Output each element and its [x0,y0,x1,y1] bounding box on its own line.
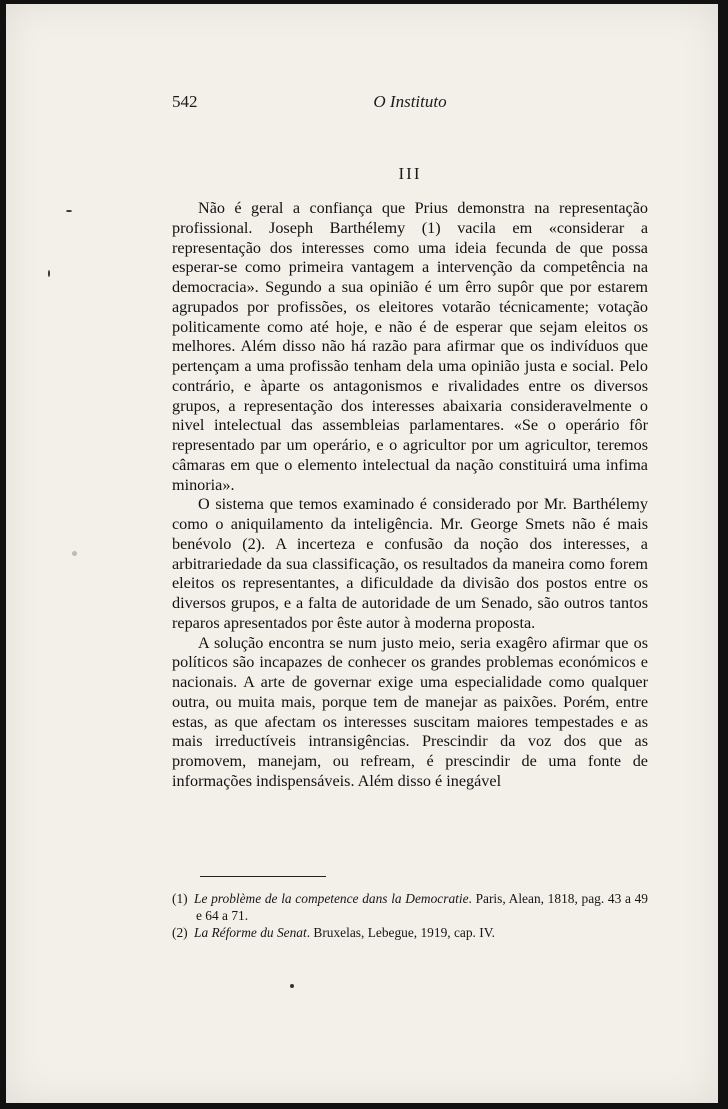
footnotes [172,890,648,941]
print-speck [290,984,294,988]
footnote-2-title: La Réforme du Senat [194,925,307,940]
running-title: O Instituto [373,92,447,111]
body-text [172,199,648,792]
print-speck [66,210,72,212]
page-number: 542 [172,92,198,111]
paragraph-3: A solução encontra se num justo meio, seria exagêro afirmar que os políticos são incapazes de conhecer os grandes problemas económicos e nacionais. A arte de governar exige uma especialidade como qualquer outra, ou muita mais, porque tem de manejar as paixões. Porém, entre estas, as que afectam os interesses suscitam maiores tempestades e as mais irreductíveis intransigências. Prescindir da voz dos que as promovem, manejam, ou refream, é prescindir de uma fonte de informações indispensáveis. Além disso é inegável [172,633,648,790]
footnote-2 [172,924,648,941]
print-speck [72,551,77,556]
footnote-rule [200,876,326,877]
footnote-2-number: (2) [172,925,188,940]
footnote-1-rest: . Paris, Alean, 1818, pag. 43 a 49 e 64 a 71. [196,891,649,923]
paragraph-1: Não é geral a confiança que Prius demonstra na representação profissional. Joseph Barthélemy (1) vacila em «considerar a representação dos interesses como uma ideia fecunda de que possa esperar-se como primeira vantagem a intervenção da competência na democracia». Segundo a sua opinião é um êrro supôr que por estarem agrupados por profissões, os eleitores votarão técnicamente; votação politicamente como até hoje, e não é de esperar que sejam eleitos os melhores. Além disso não há razão para afirmar que os indivíduos que pertençam a uma profissão tenham dela uma opinião justa e social. Pelo contrário, e àparte os antagonismos e rivalidades entre os diversos grupos, a representação dos interesses abaixaria consideravelmente o nivel intelectual das assembleias parlamentares. «Se o operário fôr representado par um operário, e o agricultor por um agricultor, teremos câmaras em que o elemento intelectual da nação constituirá uma infima minoria». [172,199,648,494]
book-page [6,4,718,1103]
footnote-2-rest: . Bruxelas, Lebegue, 1919, cap. IV. [306,925,495,940]
section-heading: III [398,164,422,183]
footnote-1 [172,890,648,924]
footnote-1-number: (1) [172,891,188,906]
page-header [172,92,648,116]
footnote-1-title: Le problème de la competence dans la Democratie [194,891,469,906]
paragraph-2: O sistema que temos examinado é considerado por Mr. Barthélemy como o aniquilamento da inteligência. Mr. George Smets não é mais benévolo (2). A incerteza e confusão da noção dos interesses, a arbitrariedade da sua classificação, os resultados da maneira como forem eleitos os representantes, a dificuldade da divisão dos postos entre os diversos grupos, e a falta de autoridade de um Senado, são outros tantos reparos apresentados por êste autor à moderna proposta. [172,495,648,632]
print-speck [48,270,50,277]
